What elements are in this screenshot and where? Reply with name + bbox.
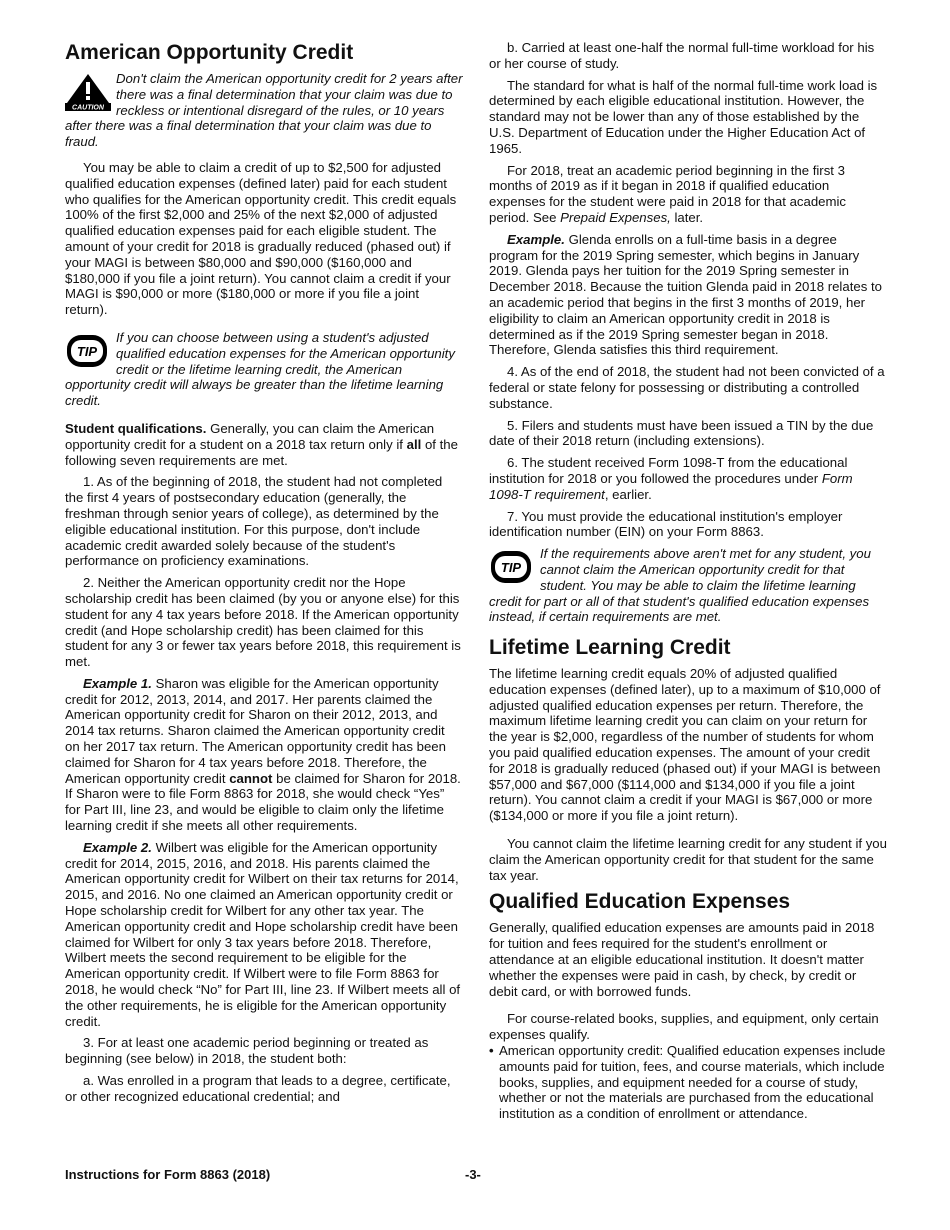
tip-2-text: If the requirements above aren't met for any student, you cannot claim the American opportunity credit for that student. You may be able to claim the lifetime learning credit for part or all of that student's qualified education expenses instead, if certain requirements are met. [489,546,871,625]
period-text-a: For 2018, treat an academic period beginning in the first 3 months of 2019 as if it began in 2018 if qualified education expenses for the student were paid in 2018 for that academic period. See [489,162,847,225]
caution-icon [65,73,111,111]
caution-note [65,71,463,150]
requirement-3a: a. Was enrolled in a program that leads to a degree, certificate, or other recognized educational credential; and [65,1073,451,1104]
example-1-text-a: Sharon was eligible for the American opportunity credit for 2012, 2013, 2014, and 2017. Her parents claimed the American opportunity credit for Sharon on their 2012, 2013, and 2014 tax returns. Sharon claimed the American opportunity credit on her 2017 tax return. The American opportunity credit has been claimed for Sharon for 4 tax years before 2018. Therefore, the American opportunity credit [65,675,446,786]
example-2-label: Example 2. [83,839,152,855]
requirement-6 [489,455,887,502]
requirement-7: 7. You must provide the educational institution's employer identification number (EIN) on your Form 8863. [489,508,843,540]
req6-text-a: 6. The student received Form 1098-T from the educational institution for 2018 or you followed the procedures under [489,455,848,486]
example-1-label: Example 1. [83,675,152,691]
caution-label: CAUTION [72,104,104,111]
student-qualifications-paragraph [65,421,463,468]
req6-text-b: , earlier. [604,486,652,502]
tip-note-1 [65,330,463,409]
example-1-cannot: cannot [229,770,273,786]
example-label: Example. [507,231,565,247]
student-qualifications-lead: Student qualifications. [65,420,207,436]
tip-label: TIP [76,343,98,359]
example-1-paragraph [65,676,463,834]
list-item [489,1043,887,1122]
example-2-paragraph [65,840,463,1030]
example-1-text-b: be claimed for Sharon for 2018. If Sharon were to file Form 8863 for 2018, she would check “Yes” for Part III, line 23, and would be eligible to claim only the lifetime learning credit if she meets all other requirements. [65,770,461,834]
standard-paragraph: The standard for what is half of the normal full-time work load is determined by each eligible educational institution. However, the standard may not be lower than any of those established by the U.S. Department of Education under the Higher Education Act of 1965. [489,77,878,156]
qee-paragraph-2: For course-related books, supplies, and equipment, only certain expenses qualify. [489,1011,879,1043]
tip-icon [65,332,111,370]
qee-paragraph: Generally, qualified education expenses are amounts paid in 2018 for tuition and fees required for the student's enrollment or attendance at an eligible educational institution. It doesn't matter whether the expenses were paid in cash, by check, by credit or debit card, or with borrowed funds. [489,920,875,999]
llc-paragraph: The lifetime learning credit equals 20% of adjusted qualified education expenses (defined later), up to a maximum of $10,000 of adjusted qualified education expenses per return. Therefore, the maximum lifetime learning credit you can claim on your return for the year is $2,000, regardless of the number of students for whom you paid qualified education expenses. The amount of your credit for 2018 is gradually reduced (phased out) if your MAGI is between $57,000 and $67,000 ($114,000 and $134,000 if you file a joint return). You cannot claim a credit if your MAGI is $67,000 or more ($134,000 or more if you file a joint return). [489,666,881,824]
requirement-3b: b. Carried at least one-half the normal full-time workload for his or her course of study. [489,40,875,71]
requirement-3: 3. For at least one academic period beginning or treated as beginning (see below) in 2018, the student both: [65,1035,429,1067]
sq-text-b: of the following seven requirements are met. [65,436,458,468]
llc-paragraph-2: You cannot claim the lifetime learning credit for any student if you claim the American opportunity credit for that student for the same tax year. [489,836,887,883]
tip-icon [489,548,535,586]
sq-text-a: Generally, you can claim the American opportunity credit for a student on a 2018 tax return only if [65,420,435,452]
page-footer [65,1167,887,1183]
period-text-b: later. [674,209,704,225]
requirement-4: 4. As of the end of 2018, the student had not been convicted of a federal or state felony for possessing or distributing a controlled substance. [489,364,885,411]
requirement-5: 5. Filers and students must have been issued a TIN by the due date of their 2018 return (including extensions). [489,417,874,449]
sq-all: all [406,436,422,452]
bullet-aoc-text: American opportunity credit: Qualified education expenses include amounts paid for tuition, fees, and course materials, which include books, supplies, and equipment needed for a course of study, whether or not the materials are purchased from the educational institution as a condition of enrollment or attendance. [499,1043,886,1122]
aoc-intro-paragraph: You may be able to claim a credit of up to $2,500 for adjusted qualified education expenses (defined later) paid for each student who qualifies for the American opportunity credit. This credit equals 100% of the first $2,000 and 25% of the next $2,000 of adjusted qualified education expenses paid for each eligible student. The amount of your credit for 2018 is gradually reduced (phased out) if your MAGI is between $80,000 and $90,000 ($160,000 and $180,000 if you file a joint return). You cannot claim a credit if your MAGI is $90,000 or more ($180,000 or more if you file a joint return). [65,159,457,318]
tip-note-2 [489,546,887,625]
right-column [489,40,887,1122]
requirement-1: 1. As of the beginning of 2018, the student had not completed the first 4 years of postsecondary education (generally, the freshman through senior years of college), as determined by the eligible educational institution. For this purpose, don't include academic credit awarded solely because of the student's performance on proficiency examinations. [65,474,443,569]
prepaid-expenses-link[interactable]: Prepaid Expenses, [560,209,671,225]
example-2-text: Wilbert was eligible for the American opportunity credit for 2014, 2015, 2016, and 2018. His parents claimed the American opportunity credit for Wilbert on their tax returns for 2014, 2015, and 2016. No one claimed an American opportunity credit or Hope scholarship credit for Wilbert for any other tax year. The American opportunity credit and Hope scholarship credit have been claimed for Wilbert for only 3 tax years before 2018. Therefore, Wilbert meets the second requirement to be eligible for the American opportunity credit. If Wilbert were to file Form 8863 for 2018, he would check “No” for Part III, line 23. If Wilbert meets all of the other requirements, he is eligible for the American opportunity credit. [65,839,461,1029]
heading-qualified-education-expenses: Qualified Education Expenses [489,890,791,914]
requirement-2: 2. Neither the American opportunity credit nor the Hope scholarship credit has been claimed (by you or anyone else) for this student for any 4 tax years before 2018. If the American opportunity credit (and Hope scholarship credit) has been claimed for this student for any 3 or fewer tax years before 2018, this requirement is met. [65,575,461,670]
left-column [65,40,463,1111]
caution-text: Don't claim the American opportunity credit for 2 years after there was a final determination that your claim was due to reckless or intentional disregard of the rules, or 10 years after there was a final determination that your claim was due to fraud. [65,71,463,150]
bullet-icon: • [489,1043,494,1059]
heading-lifetime-learning-credit: Lifetime Learning Credit [489,636,731,660]
heading-american-opportunity-credit: American Opportunity Credit [65,41,354,64]
academic-period-paragraph [489,163,887,226]
page-number: -3- [465,1167,481,1182]
form-title: Instructions for Form 8863 (2018) [65,1167,271,1182]
tip-label-2: TIP [500,560,522,576]
form-1098t-requirement-link[interactable]: Form 1098-T requirement [489,470,853,502]
example-glenda-text: Glenda enrolls on a full-time basis in a degree program for the 2019 Spring semester, which begins in January 2019. Glenda pays her tuition for the 2019 Spring semester in December 2018. Because the tuition Glenda paid in 2018 relates to an academic period that begins in the first 3 months of 2019, her eligibility to claim an American opportunity credit in 2018 is determined as if the 2019 Spring semester began in 2018. Therefore, Glenda satisfies this third requirement. [489,231,882,358]
tip-1-text: If you can choose between using a student's adjusted qualified education expenses for the American opportunity credit or the lifetime learning credit, the American opportunity credit will always be greater than the lifetime learning credit. [65,329,455,409]
example-glenda-paragraph [489,232,887,358]
